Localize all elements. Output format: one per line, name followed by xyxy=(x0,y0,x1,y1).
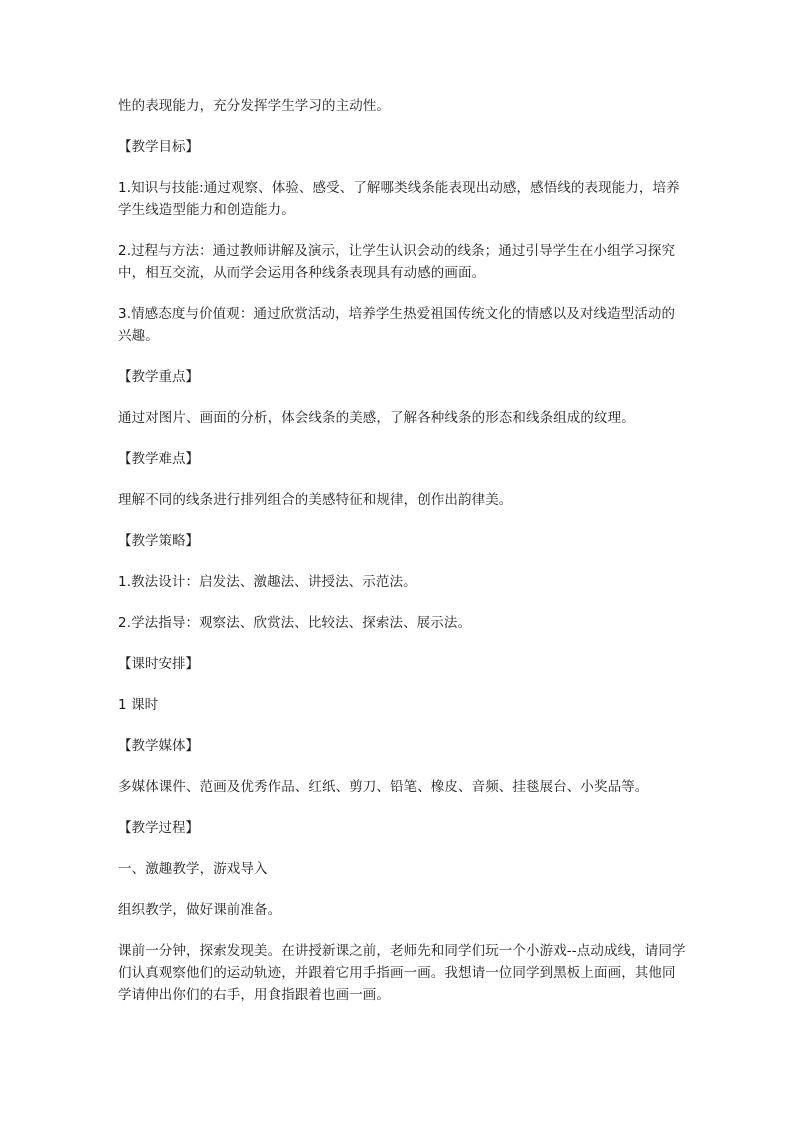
heading-teaching-strategy: 【教学策略】 xyxy=(118,533,199,549)
paragraph-intro: 性的表现能力，充分发挥学生学习的主动性。 xyxy=(118,98,390,114)
paragraph-objective-knowledge: 1.知识与技能:通过观察、体验、感受、了解哪类线条能表现出动感，感悟线的表现能力，培养学生线造型能力和创造能力。 xyxy=(118,180,680,218)
paragraph-media-list: 多媒体课件、范画及优秀作品、红纸、剪刀、铅笔、橡皮、音频、挂毯展台、小奖品等。 xyxy=(118,779,649,795)
paragraph-step-one-title: 一、激趣教学，游戏导入 xyxy=(118,861,268,877)
paragraph-learning-methods: 2.学法指导：观察法、欣赏法、比较法、探索法、展示法。 xyxy=(118,615,472,631)
paragraph-focus: 通过对图片、画面的分析，体会线条的美感，了解各种线条的形态和线条组成的纹理。 xyxy=(118,410,635,426)
heading-teaching-focus: 【教学重点】 xyxy=(118,369,199,385)
paragraph-difficulty: 理解不同的线条进行排列组合的美感特征和规律，创作出韵律美。 xyxy=(118,492,513,508)
paragraph-objective-process: 2.过程与方法：通过教师讲解及演示，让学生认识会动的线条；通过引导学生在小组学习探究中，相互交流，从而学会运用各种线条表现具有动感的画面。 xyxy=(118,243,676,281)
heading-teaching-media: 【教学媒体】 xyxy=(118,738,199,754)
heading-teaching-process: 【教学过程】 xyxy=(118,820,199,836)
paragraph-warmup-game: 课前一分钟，探索发现美。在讲授新课之前，老师先和同学们玩一个小游戏--点动成线，请同学们认真观察他们的运动轨迹，并跟着它用手指画一画。我想请一位同学到黑板上面画，其他同学请伸出你们的右手，用食指跟着也画一画。 xyxy=(118,943,686,1003)
paragraph-objective-emotion: 3.情感态度与价值观：通过欣赏活动，培养学生热爱祖国传统文化的情感以及对线造型活动的兴趣。 xyxy=(118,306,676,344)
heading-teaching-difficulty: 【教学难点】 xyxy=(118,451,199,467)
document-page xyxy=(118,95,688,1025)
paragraph-teaching-methods: 1.教法设计：启发法、激趣法、讲授法、示范法。 xyxy=(118,574,417,590)
paragraph-organize-class: 组织教学，做好课前准备。 xyxy=(118,902,282,918)
paragraph-class-hours: 1 课时 xyxy=(118,697,159,713)
heading-class-schedule: 【课时安排】 xyxy=(118,656,199,672)
heading-teaching-objectives: 【教学目标】 xyxy=(118,139,199,155)
